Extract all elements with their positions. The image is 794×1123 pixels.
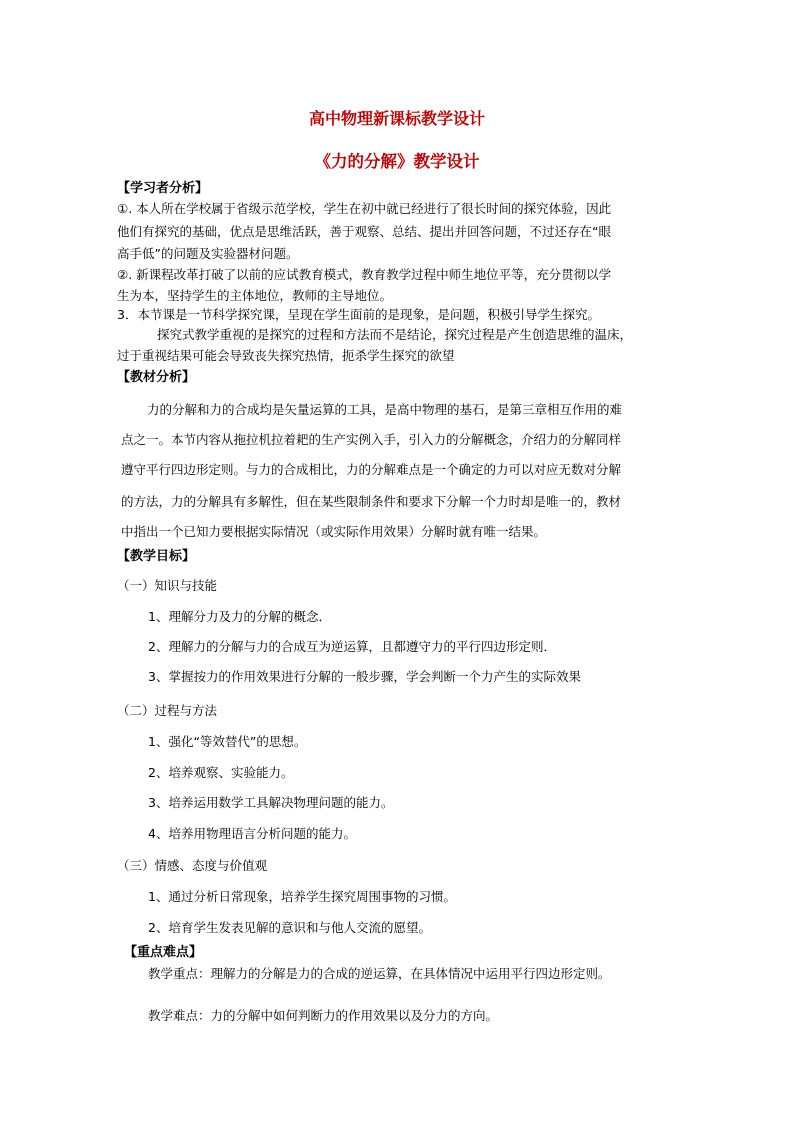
document-title: 高中物理新课标教学设计 — [308, 109, 485, 128]
learner-line: 3．本节课是一节科学探究课，呈现在学生面前的是现象，是问题，积极引导学生探究。 — [117, 307, 600, 322]
goals-heading: 【教学目标】 — [117, 549, 196, 564]
process-label: （二）过程与方法 — [117, 703, 218, 718]
material-line: 力的分解和力的合成均是矢量运算的工具，是高中物理的基石，是第三章相互作用的难 — [147, 402, 623, 417]
material-heading: 【教材分析】 — [117, 370, 196, 385]
document-subtitle: 《力的分解》教学设计 — [314, 152, 480, 171]
learner-line: 生为本，坚持学生的主体地位，教师的主导地位。 — [117, 288, 393, 303]
learner-line: ②. 新课程改革打破了以前的应试教育模式，教育教学过程中师生地位平等，充分贯彻以学 — [117, 267, 612, 282]
material-line: 的方法，力的分解具有多解性，但在某些限制条件和要求下分解一个力时却是唯一的，教材 — [121, 494, 622, 509]
knowledge-label: （一）知识与技能 — [117, 578, 218, 593]
keypoints-heading: 【重点难点】 — [124, 945, 203, 960]
emotion-item: 2、培育学生发表见解的意识和与他人交流的愿望。 — [148, 920, 431, 935]
process-item: 3、培养运用数学工具解决物理问题的能力。 — [148, 795, 394, 810]
material-line: 遵守平行四边形定则。与力的合成相比，力的分解难点是一个确定的力可以对应无数对分解 — [121, 462, 622, 477]
knowledge-item: 2、理解力的分解与力的合成互为逆运算，且都遵守力的平行四边形定则． — [148, 639, 556, 654]
learner-line: ①. 本人所在学校属于省级示范学校，学生在初中就已经进行了很长时间的探究体验，因此 — [117, 201, 612, 216]
learner-line: 他们有探究的基础，优点是思维活跃，善于观察、总结、提出并回答问题，不过还存在“眼 — [117, 224, 611, 239]
process-item: 2、培养观察、实验能力。 — [148, 765, 294, 780]
learner-heading: 【学习者分析】 — [117, 181, 209, 196]
process-item: 4、培养用物理语言分析问题的能力。 — [148, 826, 356, 841]
emotion-item: 1、通过分析日常现象，培养学生探究周围事物的习惯。 — [148, 889, 456, 904]
emotion-label: （三）情感、态度与价值观 — [117, 858, 268, 873]
material-line: 点之一。本节内容从拖拉机拉着耙的生产实例入手，引入力的分解概念，介绍力的分解同样 — [121, 432, 622, 447]
process-item: 1、强化“等效替代”的思想。 — [148, 734, 307, 749]
focus-line: 教学重点：理解力的分解是力的合成的逆运算，在具体情况中运用平行四边形定则。 — [148, 966, 611, 981]
material-line: 中指出一个已知力要根据实际情况（或实际作用效果）分解时就有唯一结果。 — [121, 524, 547, 539]
learner-line: 高手低”的问题及实验器材问题。 — [117, 246, 299, 261]
knowledge-item: 1、理解分力及力的分解的概念． — [148, 609, 331, 624]
knowledge-item: 3、掌握按力的作用效果进行分解的一般步骤，学会判断一个力产生的实际效果 — [148, 669, 581, 684]
learner-line: 过于重视结果可能会导致丧失探究热情，扼杀学生探究的欲望 — [117, 348, 455, 363]
learner-line: 探究式教学重视的是探究的过程和方法而不是结论，探究过程是产生创造思维的温床， — [157, 327, 633, 342]
difficulty-line: 教学难点：力的分解中如何判断力的作用效果以及分力的方向。 — [148, 1008, 499, 1023]
